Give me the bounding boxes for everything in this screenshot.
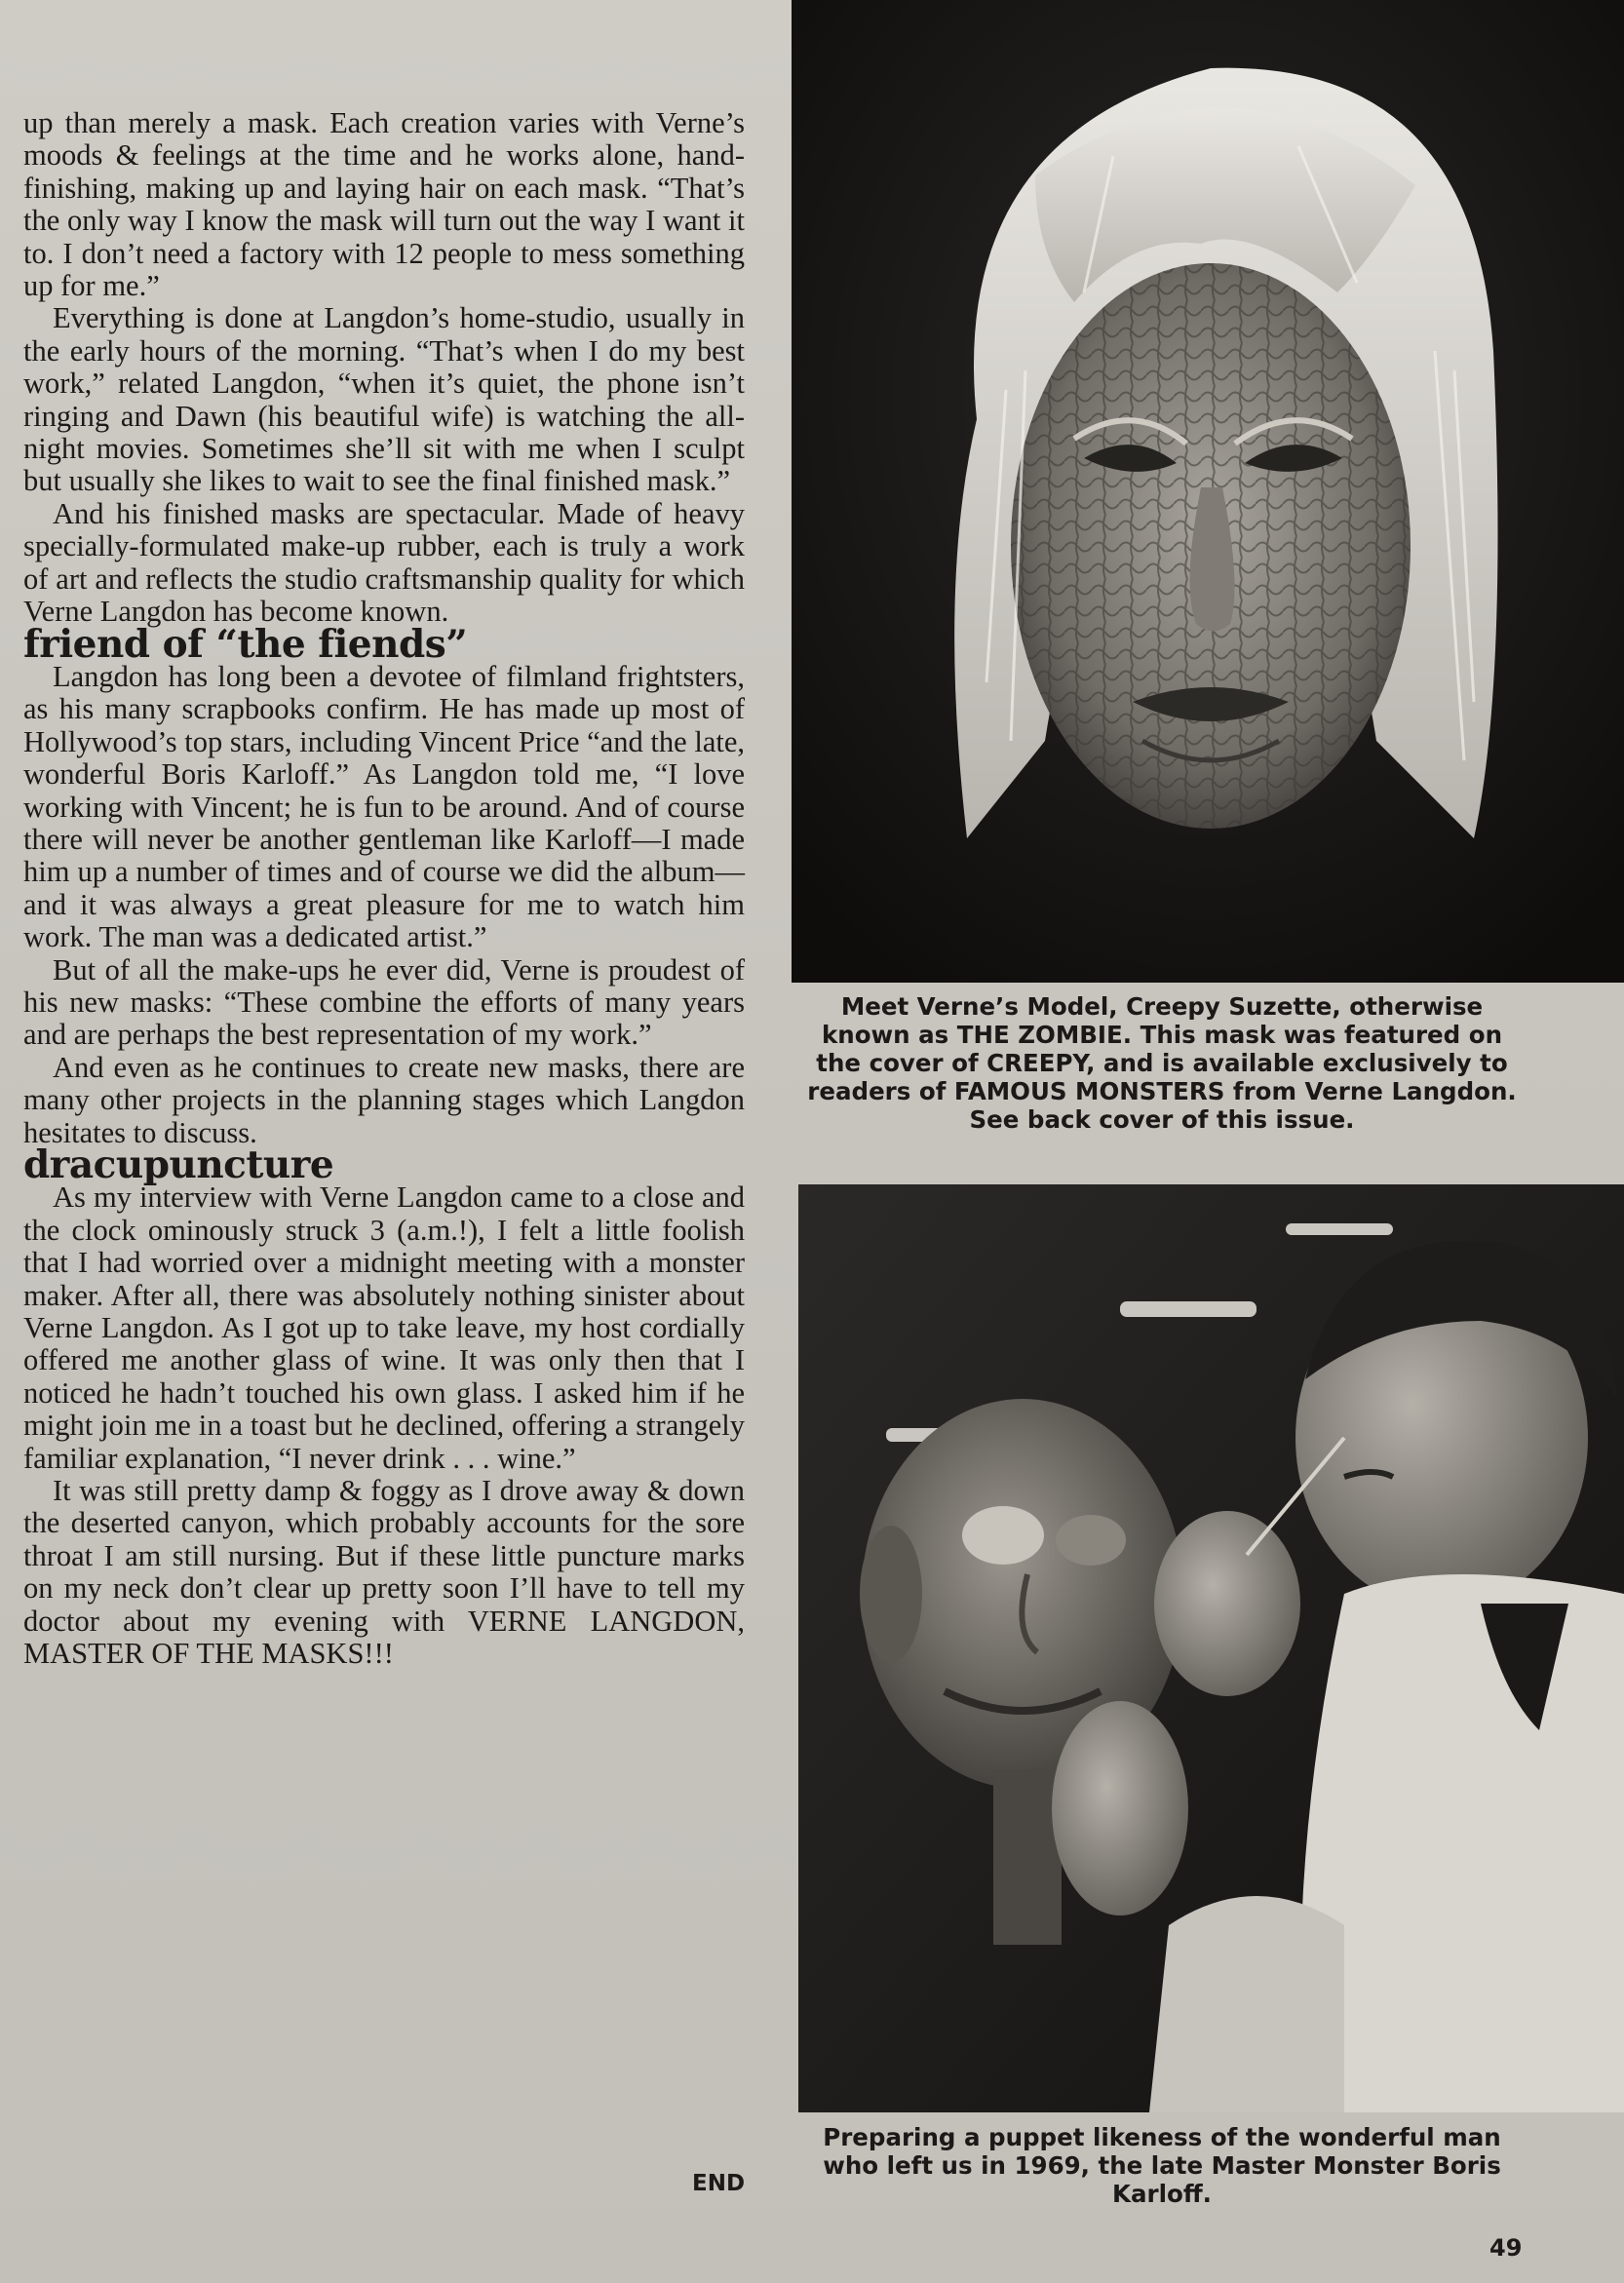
article-paragraph: It was still pretty damp & foggy as I drove away & down the deserted canyon, which probably accounts for the sore throat I am still nursing. But if these little puncture marks on my neck don’t clear up pretty soon I’ll have to tell my doctor about my evening with VERNE LANGDON, MASTER OF THE MASKS!!!: [23, 1474, 745, 1671]
section-heading-dracupuncture: dracupuncture: [23, 1142, 334, 1187]
section-heading-fiends: friend of “the fiends”: [23, 621, 468, 667]
article-paragraph: But of all the make-ups he ever did, Verne is proudest of his new masks: “These combine the efforts of many years and are perhaps the best representation of my work.”: [23, 952, 745, 1052]
end-mark: END: [692, 2171, 746, 2196]
article-paragraph: And even as he continues to create new masks, there are many other projects in the planning stages which Langdon hesitates to discuss.: [23, 1050, 745, 1149]
article-paragraph: Everything is done at Langdon’s home-studio, usually in the early hours of the morning. “That’s when I do my best work,” related Langdon, “when it’s quiet, the phone isn’t ringing and Dawn (his beautiful wife) is watching the all-night movies. Sometimes she’ll sit with me when I sculpt but usually she likes to wait to see the final finished mask.”: [23, 301, 745, 498]
article-paragraph: Langdon has long been a devotee of filmland frightsters, as his many scrapbooks confirm. He has made up most of Hollywood’s top stars, including Vincent Price “and the late, wonderful Boris Karloff.” As Langdon told me, “I love working with Vincent; he is fun to be around. And of course there will never be another gentleman like Karloff—I made him up a number of times and of course we did the album—and it was always a great pleasure for me to watch him work. The man was a dedicated artist.”: [23, 659, 745, 954]
article-paragraph: up than merely a mask. Each creation varies with Verne’s moods & feelings at the time and he works alone, hand-finishing, making up and laying hair on each mask. “That’s the only way I know the mask will turn out the way I want it to. I don’t need a factory with 12 people to mess something up for me.”: [23, 106, 745, 303]
article-column: [23, 107, 745, 1671]
karloff-photo-caption: Preparing a puppet likeness of the wonderful man who left us in 1969, the late Master Monster Boris Karloff.: [823, 2123, 1501, 2208]
zombie-mask-photo: [792, 0, 1624, 983]
article-paragraph: As my interview with Verne Langdon came to a close and the clock ominously struck 3 (a.m.!), I felt a little foolish that I had worried over a midnight meeting with a monster maker. After all, there was absolutely nothing sinister about Verne Langdon. As I got up to take leave, my host cordially offered me another glass of wine. It was only then that I noticed he hadn’t touched his own glass. I asked him if he might join me in a toast but he declined, offering a strangely familiar explanation, “I never drink . . . wine.”: [23, 1180, 745, 1475]
page-number: 49: [1489, 2234, 1523, 2262]
zombie-photo-caption: Meet Verne’s Model, Creepy Suzette, otherwise known as THE ZOMBIE. This mask was featured on the cover of CREEPY, and is available exclusively to readers of FAMOUS MONSTERS from Verne Langdon. See back cover of this issue.: [807, 992, 1517, 1134]
karloff-puppet-photo: [798, 1184, 1624, 2112]
article-paragraph: And his finished masks are spectacular. Made of heavy specially-formulated make-up rubber, each is truly a work of art and reflects the studio craftsmanship quality for which Verne Langdon has become known.: [23, 496, 745, 629]
karloff-puppet-illustration: [798, 1184, 1624, 2112]
zombie-mask-illustration: [792, 0, 1624, 983]
